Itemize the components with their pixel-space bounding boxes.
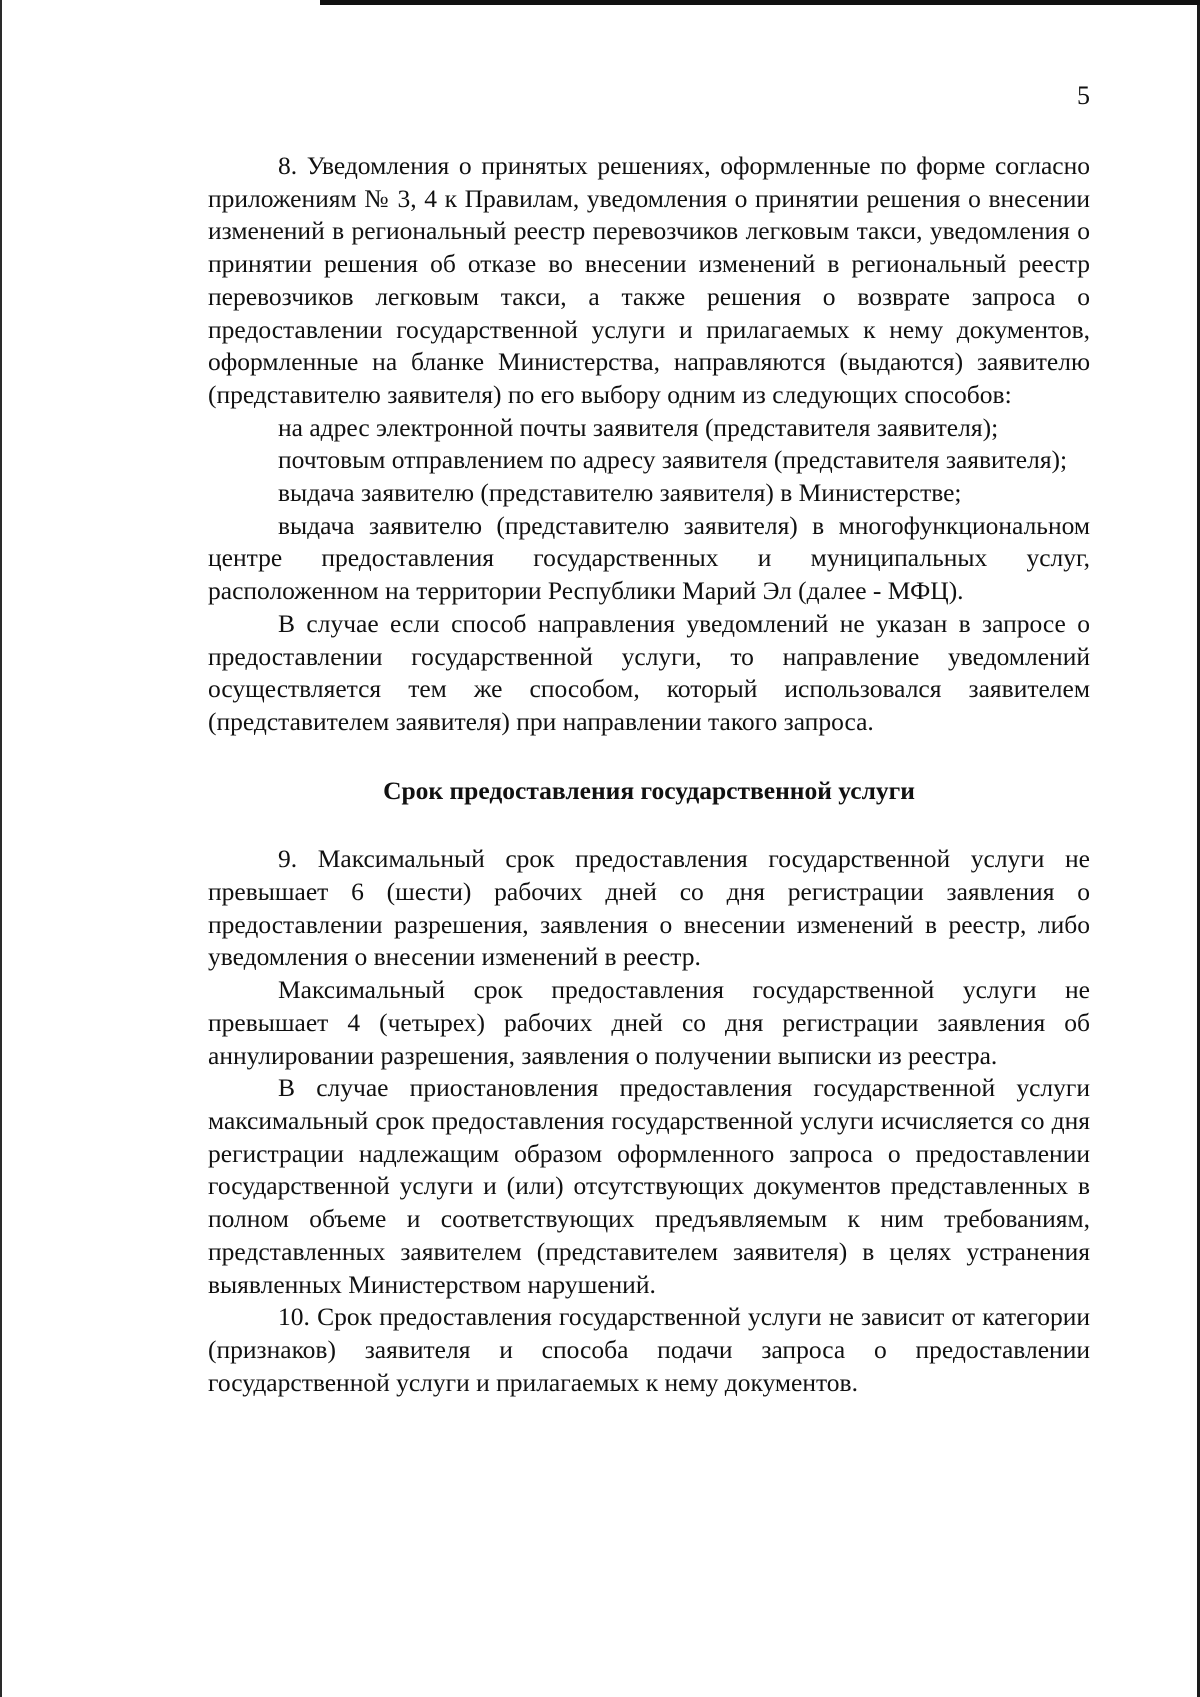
delivery-method-email: на адрес электронной почты заявителя (представителя заявителя); bbox=[278, 412, 999, 442]
scan-edge-top bbox=[320, 0, 1200, 5]
section-heading-term: Срок предоставления государственной услуги bbox=[383, 775, 915, 805]
section-9-paragraph-1: 9. Максимальный срок предоставления государственной услуги не превышает 6 (шести) рабочих дней со дня регистрации заявления о предоставлении разрешения, заявления о внесении изменений в реестр, либо уведомления о внесении изменений в реестр. bbox=[208, 844, 1090, 972]
section-10-paragraph-1: 10. Срок предоставления государственной услуги не зависит от категории (признаков) заявителя и способа подачи запроса о предоставлении государственной услуги и прилагаемых к нему документов. bbox=[208, 1302, 1090, 1397]
scan-edge-left bbox=[0, 0, 2, 1697]
section-8-intro: 8. Уведомления о принятых решениях, оформленные по форме согласно приложениям № 3, 4 к Правилам, уведомления о принятии решения о внесении изменений в региональный реестр перевозчиков легковым такси, уведомления о принятии решения об отказе во внесении изменений в региональный реестр перевозчиков легковым такси, а также решения о возврате запроса о предоставлении государственной услуги и прилагаемых к нему документов, оформленные на бланке Министерства, направляются (выдаются) заявителю (представителю заявителя) по его выбору одним из следующих способов: bbox=[208, 151, 1090, 409]
delivery-method-mfc: выдача заявителю (представителю заявителя) в многофункциональном центре предоставления государственных и муниципальных услуг, расположенном на территории Республики Марий Эл (далее - МФЦ). bbox=[208, 510, 1090, 606]
page-number: 5 bbox=[1077, 81, 1090, 110]
default-delivery-method: В случае если способ направления уведомлений не указан в запросе о предоставлении государственной услуги, то направление уведомлений осуществляется тем же способом, который использовался заявителем (представителем заявителя) при направлении такого запроса. bbox=[208, 608, 1090, 736]
delivery-method-ministry: выдача заявителю (представителю заявителя) в Министерстве; bbox=[278, 478, 962, 508]
section-9-paragraph-3: В случае приостановления предоставления государственной услуги максимальный срок предоставления государственной услуги исчисляется со дня регистрации надлежащим образом оформленного запроса о предоставлении государственной услуги и (или) отсутствующих документов представленных в полном объеме и соответствующих предъявляемым к ним требованиям, представленных заявителем (представителем заявителя) в целях устранения выявленных Министерством нарушений. bbox=[208, 1073, 1090, 1299]
section-9-paragraph-2: Максимальный срок предоставления государственной услуги не превышает 4 (четырех) рабочих дней со дня регистрации заявления об аннулировании разрешения, заявления о получении выписки из реестра. bbox=[208, 975, 1090, 1070]
delivery-method-post: почтовым отправлением по адресу заявителя (представителя заявителя); bbox=[278, 445, 1068, 475]
document-body bbox=[208, 150, 1090, 1399]
